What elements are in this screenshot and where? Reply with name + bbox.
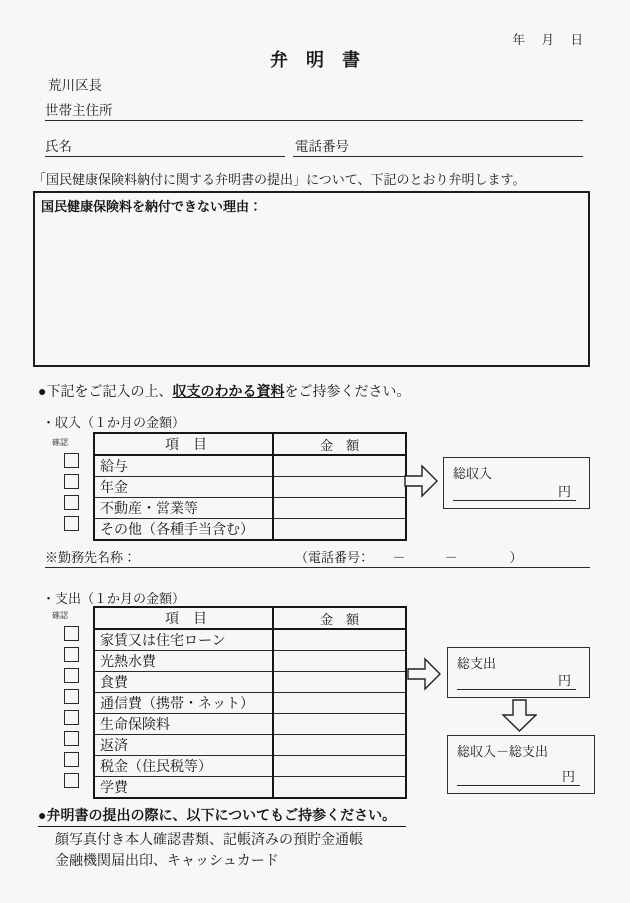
income-section-label: ・収入（１か月の金額） — [42, 415, 186, 430]
net-income-amount-line[interactable]: 円 — [457, 766, 580, 786]
expense-checkbox-communication[interactable] — [64, 689, 79, 704]
income-checkbox-other[interactable] — [64, 516, 79, 531]
table-row — [94, 693, 406, 714]
bring-note-suffix: をご持参ください。 — [284, 385, 411, 400]
table-row — [94, 735, 406, 756]
table-row — [94, 629, 406, 651]
bring-note-emphasis: 収支のわかる資料 — [172, 385, 285, 400]
net-income-label: 総収入－総支出 — [457, 744, 549, 759]
expense-header-amount: 金 額 — [273, 607, 406, 629]
expense-amount-cell[interactable] — [273, 672, 406, 693]
total-income-label: 総収入 — [453, 466, 493, 481]
expense-checkbox-tax[interactable] — [64, 752, 79, 767]
expense-section-label: ・支出（１か月の金額） — [42, 591, 186, 606]
table-row — [94, 756, 406, 777]
expense-checkbox-rent[interactable] — [64, 626, 79, 641]
reason-box-label: 国民健康保険料を納付できない理由： — [41, 199, 263, 214]
right-arrow-icon — [404, 464, 438, 498]
expense-item-label: 食費 — [94, 672, 273, 693]
table-row — [94, 519, 406, 541]
expense-checkbox-tuition[interactable] — [64, 773, 79, 788]
table-row — [94, 498, 406, 519]
expense-header-row — [94, 607, 406, 629]
footer-required-item: 金融機関届出印、キャッシュカード — [55, 854, 279, 869]
table-row — [94, 714, 406, 735]
addressee-label: 荒川区長 — [48, 78, 102, 93]
income-checkbox-salary[interactable] — [64, 453, 79, 468]
expense-item-label: 家賃又は住宅ローン — [94, 629, 273, 651]
expense-item-label: 通信費（携帯・ネット） — [94, 693, 273, 714]
date-line: 年 月 日 — [512, 33, 585, 47]
expense-checkbox-utilities[interactable] — [64, 647, 79, 662]
income-amount-cell[interactable] — [273, 455, 406, 477]
expense-amount-cell[interactable] — [273, 629, 406, 651]
expense-checkbox-lifeinsurance[interactable] — [64, 710, 79, 725]
expense-item-label: 学費 — [94, 777, 273, 799]
income-amount-cell[interactable] — [273, 498, 406, 519]
householder-address-field[interactable] — [45, 99, 583, 121]
bring-note-prefix: ●下記をご記入の上、 — [38, 385, 173, 400]
footer-required-item: 顔写真付き本人確認書類、記帳済みの預貯金通帳 — [55, 833, 363, 848]
name-field[interactable] — [45, 135, 285, 157]
income-header-row — [94, 433, 406, 455]
table-row — [94, 651, 406, 672]
total-income-box — [443, 457, 590, 509]
table-row — [94, 777, 406, 799]
expense-item-label: 生命保険料 — [94, 714, 273, 735]
reason-textbox[interactable] — [33, 191, 590, 367]
expense-amount-cell[interactable] — [273, 714, 406, 735]
income-checkbox-realestate[interactable] — [64, 495, 79, 510]
income-table — [93, 432, 407, 541]
footer-heading: ●弁明書の提出の際に、以下についてもご持参ください。 — [38, 805, 406, 827]
employer-name-field[interactable] — [45, 546, 590, 568]
expense-checkbox-repayment[interactable] — [64, 731, 79, 746]
right-arrow-icon — [407, 657, 441, 691]
down-arrow-icon — [501, 699, 537, 733]
income-confirm-label: 確認 — [52, 438, 68, 447]
income-amount-cell[interactable] — [273, 519, 406, 541]
expense-item-label: 返済 — [94, 735, 273, 756]
phone-label: 電話番号 — [295, 139, 349, 154]
page-title: 弁 明 書 — [270, 50, 360, 70]
table-row — [94, 477, 406, 498]
income-item-label: 給与 — [94, 455, 273, 477]
income-item-label: 年金 — [94, 477, 273, 498]
expense-table — [93, 606, 407, 799]
income-header-amount: 金 額 — [273, 433, 406, 455]
income-item-label: その他（各種手当含む） — [94, 519, 273, 541]
expense-checkbox-food[interactable] — [64, 668, 79, 683]
expense-item-label: 光熱水費 — [94, 651, 273, 672]
statement-text: 「国民健康保険料納付に関する弁明書の提出」について、下記のとおり弁明します。 — [33, 172, 526, 187]
expense-amount-cell[interactable] — [273, 693, 406, 714]
total-expense-box — [447, 647, 590, 698]
income-header-item: 項 目 — [94, 433, 273, 455]
householder-address-label: 世帯主住所 — [45, 103, 113, 118]
table-row — [94, 672, 406, 693]
net-income-box — [447, 735, 595, 794]
expense-amount-cell[interactable] — [273, 777, 406, 799]
total-expense-label: 総支出 — [457, 656, 497, 671]
income-checkbox-pension[interactable] — [64, 474, 79, 489]
expense-amount-cell[interactable] — [273, 651, 406, 672]
expense-item-label: 税金（住民税等） — [94, 756, 273, 777]
total-expense-amount-line[interactable]: 円 — [457, 670, 576, 690]
employer-name-label: ※勤務先名称： — [45, 550, 137, 565]
phone-field[interactable] — [293, 135, 583, 157]
expense-confirm-label: 確認 — [52, 611, 68, 620]
employer-phone-label: （電話番号： － － ） — [295, 550, 523, 565]
income-item-label: 不動産・営業等 — [94, 498, 273, 519]
expense-header-item: 項 目 — [94, 607, 273, 629]
expense-amount-cell[interactable] — [273, 756, 406, 777]
name-label: 氏名 — [45, 139, 72, 154]
table-row — [94, 455, 406, 477]
expense-amount-cell[interactable] — [273, 735, 406, 756]
bring-documents-note — [38, 381, 410, 401]
income-amount-cell[interactable] — [273, 477, 406, 498]
total-income-amount-line[interactable]: 円 — [453, 481, 576, 501]
